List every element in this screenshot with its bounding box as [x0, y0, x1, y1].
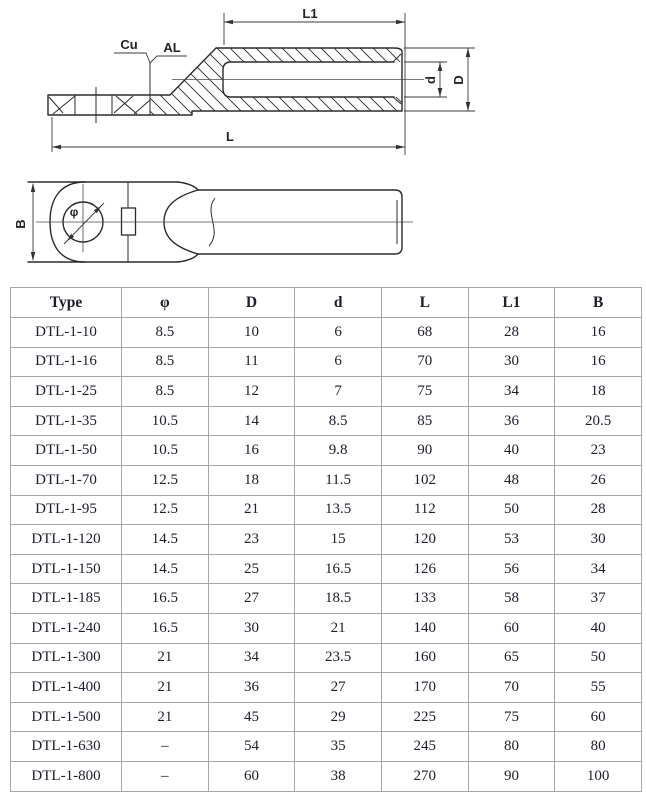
table-cell: 75: [468, 702, 555, 732]
table-cell: 225: [381, 702, 468, 732]
column-header-2: D: [208, 288, 295, 318]
table-cell: 60: [555, 702, 642, 732]
table-cell: 9.8: [295, 436, 382, 466]
table-row: [11, 406, 642, 436]
table-cell: 10.5: [122, 406, 209, 436]
side-view-drawing: [48, 6, 475, 155]
table-cell: 30: [555, 525, 642, 555]
table-cell: 16.5: [122, 584, 209, 614]
column-header-6: B: [555, 288, 642, 318]
table-row: [11, 347, 642, 377]
table-cell: 20.5: [555, 406, 642, 436]
table-cell: 160: [381, 643, 468, 673]
table-cell: DTL-1-185: [11, 584, 122, 614]
column-header-4: L: [381, 288, 468, 318]
table-cell: 21: [122, 702, 209, 732]
table-cell: 12: [208, 377, 295, 407]
table-cell: 70: [468, 673, 555, 703]
table-cell: 133: [381, 584, 468, 614]
palm-hatching: [49, 95, 150, 115]
table-cell: 90: [381, 436, 468, 466]
table-cell: 12.5: [122, 465, 209, 495]
table-cell: 170: [381, 673, 468, 703]
table-row: [11, 702, 642, 732]
table-cell: 245: [381, 732, 468, 762]
table-cell: 30: [208, 613, 295, 643]
table-cell: DTL-1-10: [11, 318, 122, 348]
table-cell: 50: [468, 495, 555, 525]
table-cell: 140: [381, 613, 468, 643]
dim-label-l: L: [226, 129, 234, 144]
table-cell: 21: [122, 673, 209, 703]
table-cell: 60: [208, 761, 295, 791]
table-cell: 16.5: [122, 613, 209, 643]
table-cell: 27: [295, 673, 382, 703]
table-cell: 68: [381, 318, 468, 348]
table-row: [11, 732, 642, 762]
table-cell: 8.5: [122, 347, 209, 377]
table-cell: 10: [208, 318, 295, 348]
table-cell: 53: [468, 525, 555, 555]
table-cell: 16: [555, 347, 642, 377]
table-cell: 34: [468, 377, 555, 407]
table-cell: 14.5: [122, 554, 209, 584]
table-cell: DTL-1-800: [11, 761, 122, 791]
table-cell: 40: [555, 613, 642, 643]
table-cell: 56: [468, 554, 555, 584]
table-cell: 10.5: [122, 436, 209, 466]
table-cell: –: [122, 761, 209, 791]
table-cell: DTL-1-400: [11, 673, 122, 703]
weld-indicator-rect: [122, 208, 136, 235]
table-cell: DTL-1-50: [11, 436, 122, 466]
table-header-row: [11, 288, 642, 318]
table-cell: DTL-1-500: [11, 702, 122, 732]
dim-label-l1: L1: [302, 6, 318, 21]
table-row: [11, 554, 642, 584]
table-cell: 36: [208, 673, 295, 703]
table-cell: 48: [468, 465, 555, 495]
table-cell: DTL-1-120: [11, 525, 122, 555]
table-cell: 6: [295, 347, 382, 377]
table-cell: 16.5: [295, 554, 382, 584]
spec-table: [10, 287, 642, 792]
dim-label-phi: φ: [69, 205, 79, 219]
column-header-3: d: [295, 288, 382, 318]
table-cell: 112: [381, 495, 468, 525]
table-body: [11, 318, 642, 792]
cu-material-label: Cu: [120, 37, 138, 52]
table-cell: 126: [381, 554, 468, 584]
table-row: [11, 436, 642, 466]
table-cell: 13.5: [295, 495, 382, 525]
table-cell: 7: [295, 377, 382, 407]
table-cell: 37: [555, 584, 642, 614]
table-cell: 21: [208, 495, 295, 525]
table-cell: 34: [555, 554, 642, 584]
table-cell: DTL-1-35: [11, 406, 122, 436]
dimension-l1: [224, 6, 405, 155]
table-cell: 8.5: [122, 377, 209, 407]
table-cell: 80: [468, 732, 555, 762]
dim-label-d-outer: D: [451, 75, 466, 85]
table-cell: 29: [295, 702, 382, 732]
table-cell: 8.5: [122, 318, 209, 348]
table-cell: 27: [208, 584, 295, 614]
table-cell: 55: [555, 673, 642, 703]
section-hatching: [150, 48, 402, 115]
table-cell: 26: [555, 465, 642, 495]
table-cell: 15: [295, 525, 382, 555]
table-cell: 12.5: [122, 495, 209, 525]
table-cell: 6: [295, 318, 382, 348]
table-cell: 11: [208, 347, 295, 377]
table-row: [11, 613, 642, 643]
table-cell: 90: [468, 761, 555, 791]
table-cell: 21: [122, 643, 209, 673]
column-header-5: L1: [468, 288, 555, 318]
table-cell: 270: [381, 761, 468, 791]
column-header-0: Type: [11, 288, 122, 318]
table-row: [11, 584, 642, 614]
table-row: [11, 465, 642, 495]
table-cell: 34: [208, 643, 295, 673]
table-cell: 14: [208, 406, 295, 436]
dim-label-d-inner: d: [423, 76, 438, 84]
table-row: [11, 673, 642, 703]
table-row: [11, 495, 642, 525]
table-cell: DTL-1-240: [11, 613, 122, 643]
table-cell: 54: [208, 732, 295, 762]
table-cell: 18: [555, 377, 642, 407]
table-cell: 120: [381, 525, 468, 555]
table-cell: 23: [555, 436, 642, 466]
table-row: [11, 318, 642, 348]
table-cell: 58: [468, 584, 555, 614]
top-view-drawing: [13, 182, 413, 262]
table-cell: 23.5: [295, 643, 382, 673]
table-cell: DTL-1-300: [11, 643, 122, 673]
table-cell: 8.5: [295, 406, 382, 436]
dimension-l: [52, 117, 405, 152]
table-row: [11, 643, 642, 673]
technical-drawing: [0, 0, 646, 285]
table-cell: DTL-1-150: [11, 554, 122, 584]
table-row: [11, 761, 642, 791]
table-cell: DTL-1-70: [11, 465, 122, 495]
table-cell: 50: [555, 643, 642, 673]
table-row: [11, 525, 642, 555]
table-cell: 35: [295, 732, 382, 762]
table-cell: 18: [208, 465, 295, 495]
table-cell: DTL-1-630: [11, 732, 122, 762]
table-cell: 21: [295, 613, 382, 643]
al-leader-line: [150, 56, 187, 63]
table-cell: 36: [468, 406, 555, 436]
dim-label-b: B: [13, 219, 28, 229]
table-cell: 18.5: [295, 584, 382, 614]
column-header-1: φ: [122, 288, 209, 318]
table-cell: 38: [295, 761, 382, 791]
cu-leader-line: [114, 53, 150, 63]
table-cell: DTL-1-95: [11, 495, 122, 525]
table-cell: 70: [381, 347, 468, 377]
table-cell: 16: [208, 436, 295, 466]
table-cell: 80: [555, 732, 642, 762]
table-cell: 60: [468, 613, 555, 643]
table-cell: 16: [555, 318, 642, 348]
al-material-label: AL: [163, 40, 181, 55]
table-cell: 28: [555, 495, 642, 525]
table-cell: DTL-1-25: [11, 377, 122, 407]
table-cell: 75: [381, 377, 468, 407]
table-cell: 100: [555, 761, 642, 791]
table-cell: 11.5: [295, 465, 382, 495]
table-cell: 85: [381, 406, 468, 436]
table-row: [11, 377, 642, 407]
table-cell: 45: [208, 702, 295, 732]
table-cell: 23: [208, 525, 295, 555]
table-cell: DTL-1-16: [11, 347, 122, 377]
table-cell: 25: [208, 554, 295, 584]
table-cell: 40: [468, 436, 555, 466]
table-cell: 30: [468, 347, 555, 377]
table-cell: 14.5: [122, 525, 209, 555]
dimension-b: [13, 183, 35, 261]
table-cell: 102: [381, 465, 468, 495]
table-cell: –: [122, 732, 209, 762]
table-cell: 65: [468, 643, 555, 673]
table-cell: 28: [468, 318, 555, 348]
